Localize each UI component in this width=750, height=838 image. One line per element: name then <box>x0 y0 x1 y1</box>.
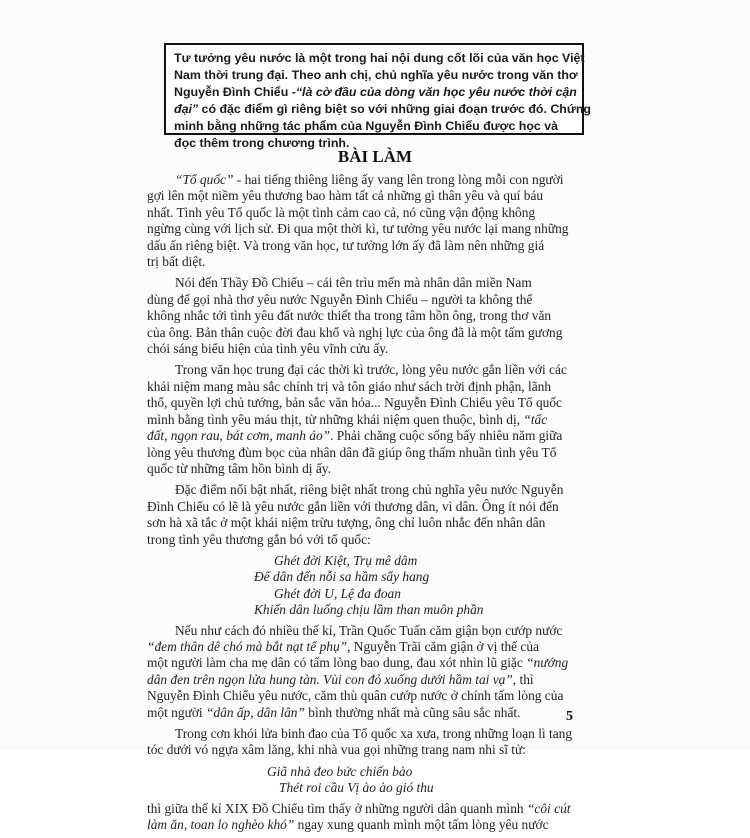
prompt-quote: đại” <box>174 102 199 116</box>
paragraph <box>147 275 587 357</box>
paragraph <box>147 482 587 548</box>
text: Đặc điểm nổi bật nhất, riêng biệt nhất trong chủ nghĩa yêu nước Nguyễn <box>175 482 564 498</box>
poem-verse: Khiến dân luống chịu lầm than muôn phần <box>254 602 484 618</box>
poem-verse: Để dân đến nỗi sa hầm sẩy hang <box>254 569 430 585</box>
poem-quote <box>147 764 587 797</box>
text-line <box>147 688 587 704</box>
text: . Phải chăng cuộc sống bấy nhiêu năm giữa <box>330 428 563 444</box>
text: lòng yêu thương đùm bọc của nhân dân đã giúp ông thấm nhuần tình yêu Tổ <box>147 444 557 460</box>
text-line <box>147 188 587 204</box>
quoted-text: làm ăn, toan lo nghèo khó” <box>147 817 295 833</box>
text: bình thường nhất mà cũng sâu sắc nhất. <box>304 704 521 720</box>
paragraph <box>147 726 587 759</box>
text: Nói đến Thầy Đồ Chiểu – cái tên trìu mến mà nhân dân miền Nam <box>175 275 532 291</box>
text-line <box>147 655 587 671</box>
text: chói sáng biểu hiện của tình yêu vĩnh cửu ấy. <box>147 341 389 357</box>
paragraph <box>147 172 587 270</box>
paragraph <box>147 623 587 721</box>
essay-heading: BÀI LÀM <box>337 147 413 166</box>
quoted-text: “nướng <box>526 655 569 671</box>
text: không nhắc tới tình yêu đất nước thiết tha trong tâm hồn ông, trong thơ văn <box>147 308 552 324</box>
text-line <box>147 325 587 341</box>
text: , Nguyễn Trãi căm giận ở vị thế của <box>347 638 540 654</box>
text: ngay xung quanh mình một tấm lòng yêu nước <box>294 817 549 833</box>
prompt-line <box>174 84 577 101</box>
poem-quote <box>147 553 587 619</box>
text-line <box>147 275 587 291</box>
text-line <box>147 341 587 357</box>
text-line <box>147 445 587 461</box>
text: tóc dưới vó ngựa xâm lăng, khi nhà vua gọi những trang nam nhi sĩ tử: <box>147 742 527 758</box>
text-line <box>147 292 587 308</box>
quoted-text: “đem thân dê chó mà bắt nạt tể phụ” <box>147 638 348 654</box>
text-line <box>147 221 587 237</box>
prompt-line: đọc thêm trong chương trình. <box>174 136 350 150</box>
text-line <box>147 205 587 221</box>
quoted-text: đất, ngọn rau, bát cơm, manh áo” <box>147 428 331 444</box>
text-line <box>147 482 587 498</box>
text-line <box>147 379 587 395</box>
quoted-text: “côi cút <box>526 800 571 816</box>
text-line <box>147 428 587 444</box>
text-line <box>147 742 587 758</box>
quoted-text: “tấc <box>523 411 548 427</box>
text: của ông. Bản thân cuộc đời đau khổ và nghị lực của ông đã là một tấm gương <box>147 324 563 340</box>
text-line <box>147 395 587 411</box>
quoted-text: “Tổ quốc” <box>175 172 234 187</box>
text: nhất. Tình yêu Tổ quốc là một tình cảm cao cả, nó cũng vận động không <box>147 204 536 220</box>
poem-verse: Ghét đời U, Lệ đa đoan <box>274 585 401 601</box>
text-line <box>147 461 587 477</box>
prompt-line: minh bằng những tác phẩm của Nguyễn Đình Chiểu được học và <box>174 119 559 133</box>
text: mình bằng tình yêu máu thịt, từ những khái niệm quen thuộc, bình dị, <box>147 411 524 427</box>
prompt-line: Nam thời trung đại. Theo anh chị, chủ nghĩa yêu nước trong văn thơ <box>174 68 578 82</box>
poem-verse: Giã nhà đeo bức chiến bào <box>267 763 413 779</box>
poem-verse: Ghét đời Kiệt, Trụ mê dâm <box>274 552 418 568</box>
text-line <box>147 362 587 378</box>
text: sơn hà xã tắc ở một khái niệm trừu tượng, ông chỉ luôn nhắc đến nhân dân <box>147 515 546 531</box>
prompt-quote: “là cờ đầu của dòng văn học yêu nước thời cận <box>295 85 577 99</box>
text: Trong cơn khói lửa binh đao của Tổ quốc xa xưa, trong những loạn lì tang <box>175 726 573 741</box>
text-line <box>147 623 587 639</box>
text: dấu ấn riêng biệt. Và trong văn học, tư tưởng lớn ấy đã làm nên những giá <box>147 237 545 253</box>
text-line <box>147 672 587 688</box>
text: một người <box>147 704 206 720</box>
text: gợi lên một niềm yêu thương bao hàm tất cả những gì thân yêu và quí báu <box>147 188 544 204</box>
text-line <box>147 705 587 721</box>
quoted-text: “dân ấp, dân lân” <box>205 704 305 720</box>
text: Đình Chiểu có lẽ là yêu nước gắn liền với thương dân, vì dân. Ông ít nói đến <box>147 498 559 514</box>
text-line <box>147 532 587 548</box>
text: dùng để gọi nhà thơ yêu nước Nguyễn Đình Chiểu – người ta không thể <box>147 291 533 307</box>
text-line <box>147 639 587 655</box>
quoted-text: dân đen trên ngọn lửa hung tàn. Vùi con đỏ xuống dưới hầm tai vạ” <box>147 671 513 687</box>
text: khái niệm mang màu sắc chính trị và tôn giáo như sách trời định phận, lãnh <box>147 378 552 394</box>
text-line <box>147 238 587 254</box>
text-line <box>147 499 587 515</box>
essay-body <box>147 172 587 838</box>
page-number: 5 <box>566 709 573 724</box>
text: trị bất diệt. <box>147 254 206 270</box>
essay-prompt-box <box>164 43 591 150</box>
prompt-line: Tư tưởng yêu nước là một trong hai nội dung cốt lõi của văn học Việt <box>174 51 585 65</box>
text: ngừng cùng với lịch sử. Đi qua một thời kì, tư tưởng yêu nước lại mang những <box>147 221 569 237</box>
text: thổ, quyền lợi chủ tướng, bản sắc văn hóa... Nguyễn Đình Chiểu yêu Tổ quốc <box>147 395 563 411</box>
paragraph <box>147 362 587 477</box>
text-line <box>147 308 587 324</box>
prompt-text: có đặc điểm gì riêng biệt so với những giai đoạn trước đó. Chứng <box>198 102 591 116</box>
text-line <box>147 817 587 833</box>
text: thì giữa thế kỉ XIX Đồ Chiểu tìm thấy ở những người dân quanh mình <box>147 800 527 816</box>
text-line <box>147 726 587 742</box>
text: - hai tiếng thiêng liêng ấy vang lên trong lòng mỗi con người <box>233 172 564 187</box>
text: Trong văn học trung đại các thời kì trước, lòng yêu nước gắn liền với các <box>175 362 567 378</box>
text: Nguyễn Đình Chiểu yêu nước, căm thù quân cướp nước ở chính tấm lòng của <box>147 688 564 704</box>
text: Nếu như cách đó nhiều thế kỉ, Trần Quốc Tuấn căm giận bọn cướp nước <box>175 622 563 638</box>
text: quốc từ những tâm hồn bình dị ấy. <box>147 460 331 476</box>
text: , thì <box>512 671 534 687</box>
text: trong tình yêu thương gắn bó với tổ quốc: <box>147 531 371 547</box>
text-line <box>147 801 587 817</box>
poem-verse: Thét roi cầu Vị ào ào gió thu <box>279 780 434 796</box>
paragraph <box>147 801 587 834</box>
prompt-text: Nguyễn Đình Chiểu - <box>174 85 296 99</box>
text-line <box>147 515 587 531</box>
text-line <box>147 172 587 188</box>
text-line <box>147 412 587 428</box>
prompt-line <box>174 101 591 118</box>
text: một người làm cha mẹ dân có tấm lòng bao dung, đau xót nhìn lũ giặc <box>147 655 527 671</box>
text-line <box>147 254 587 270</box>
